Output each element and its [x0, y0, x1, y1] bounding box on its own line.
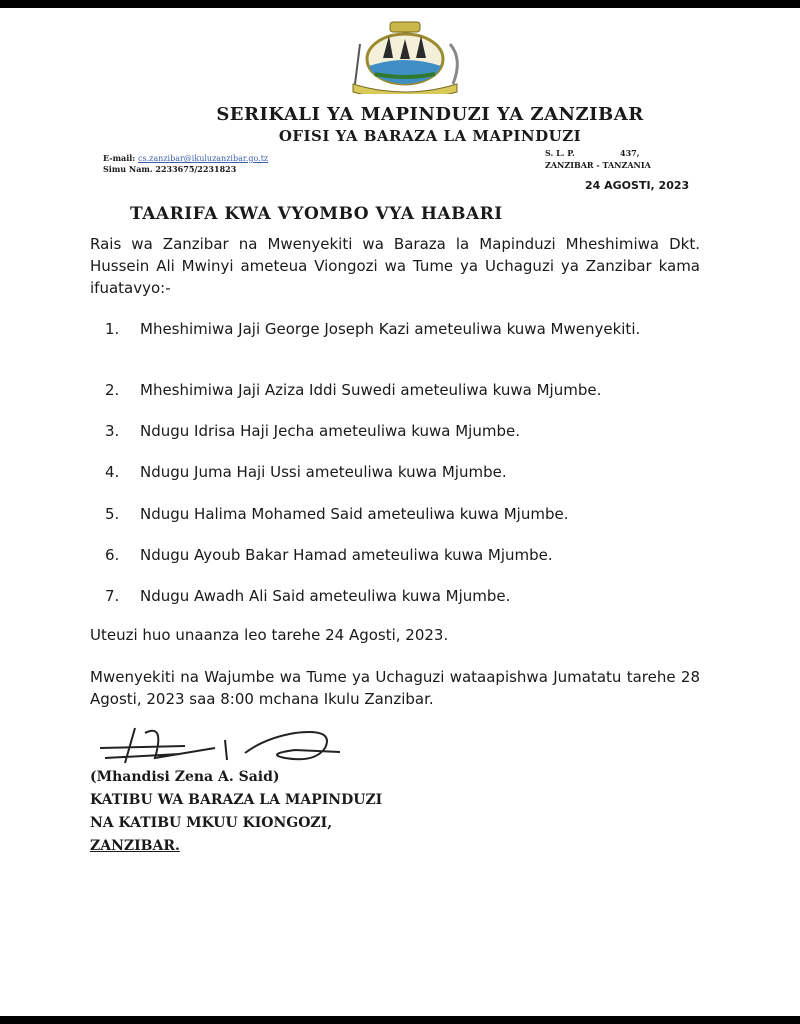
list-number: 2.	[105, 381, 120, 399]
list-item	[105, 503, 700, 525]
swearing-in-paragraph: Mwenyekiti na Wajumbe wa Tume ya Uchaguzi wataapishwa Jumatatu tarehe 28 Agosti, 2023 saa 8:00 mchana Ikulu Zanzibar.	[90, 668, 700, 708]
email-link[interactable]: cs.zanzibar@ikuluzanzibar.go.tz	[138, 154, 269, 163]
list-number: 7.	[105, 587, 120, 605]
effective-date-paragraph: Uteuzi huo unaanza leo tarehe 24 Agosti, 2023.	[90, 626, 449, 644]
list-item	[105, 420, 700, 442]
handwritten-signature	[95, 718, 345, 768]
list-text: Mheshimiwa Jaji Aziza Iddi Suwedi ameteuliwa kuwa Mjumbe.	[140, 381, 602, 399]
signatory-name: (Mhandisi Zena A. Said)	[90, 769, 280, 785]
list-number: 6.	[105, 546, 120, 564]
list-number: 1.	[105, 320, 120, 338]
list-text: Ndugu Halima Mohamed Said ameteuliwa kuwa Mjumbe.	[140, 505, 569, 523]
list-text: Ndugu Awadh Ali Said ameteuliwa kuwa Mjumbe.	[140, 587, 511, 605]
email-line	[103, 153, 268, 163]
email-label: E-mail:	[103, 153, 136, 163]
coat-of-arms-emblem	[345, 14, 465, 94]
signatory-title-1: KATIBU WA BARAZA LA MAPINDUZI	[90, 792, 383, 808]
list-item	[105, 461, 700, 483]
letterhead-office-name: OFISI YA BARAZA LA MAPINDUZI	[278, 127, 582, 145]
signatory-title-2: NA KATIBU MKUU KIONGOZI,	[90, 815, 333, 831]
list-number: 3.	[105, 422, 120, 440]
location: ZANZIBAR - TANZANIA	[545, 160, 651, 170]
po-box-number: 437,	[620, 148, 640, 158]
list-item	[105, 379, 700, 401]
list-text: Ndugu Idrisa Haji Jecha ameteuliwa kuwa Mjumbe.	[140, 422, 520, 440]
list-number: 4.	[105, 463, 120, 481]
intro-paragraph: Rais wa Zanzibar na Mwenyekiti wa Baraza la Mapinduzi Mheshimiwa Dkt. Hussein Ali Mwinyi ameteua Viongozi wa Tume ya Uchaguzi ya Zanzibar kama ifuatavyo:-	[90, 235, 700, 297]
list-number: 5.	[105, 505, 120, 523]
top-border	[0, 0, 800, 8]
list-item	[105, 318, 700, 340]
letterhead-government-name: SERIKALI YA MAPINDUZI YA ZANZIBAR	[216, 104, 644, 125]
list-item	[105, 544, 700, 566]
list-text: Ndugu Juma Haji Ussi ameteuliwa kuwa Mjumbe.	[140, 463, 507, 481]
document-heading: TAARIFA KWA VYOMBO VYA HABARI	[130, 204, 503, 224]
list-item	[105, 585, 700, 607]
phone-numbers: Simu Nam. 2233675/2231823	[103, 164, 237, 174]
signatory-place: ZANZIBAR.	[90, 838, 180, 854]
list-text: Ndugu Ayoub Bakar Hamad ameteuliwa kuwa Mjumbe.	[140, 546, 553, 564]
bottom-border	[0, 1016, 800, 1024]
po-box-label: S. L. P.	[545, 148, 575, 158]
list-text: Mheshimiwa Jaji George Joseph Kazi ameteuliwa kuwa Mwenyekiti.	[140, 320, 641, 338]
letter-date: 24 AGOSTI, 2023	[585, 179, 690, 192]
